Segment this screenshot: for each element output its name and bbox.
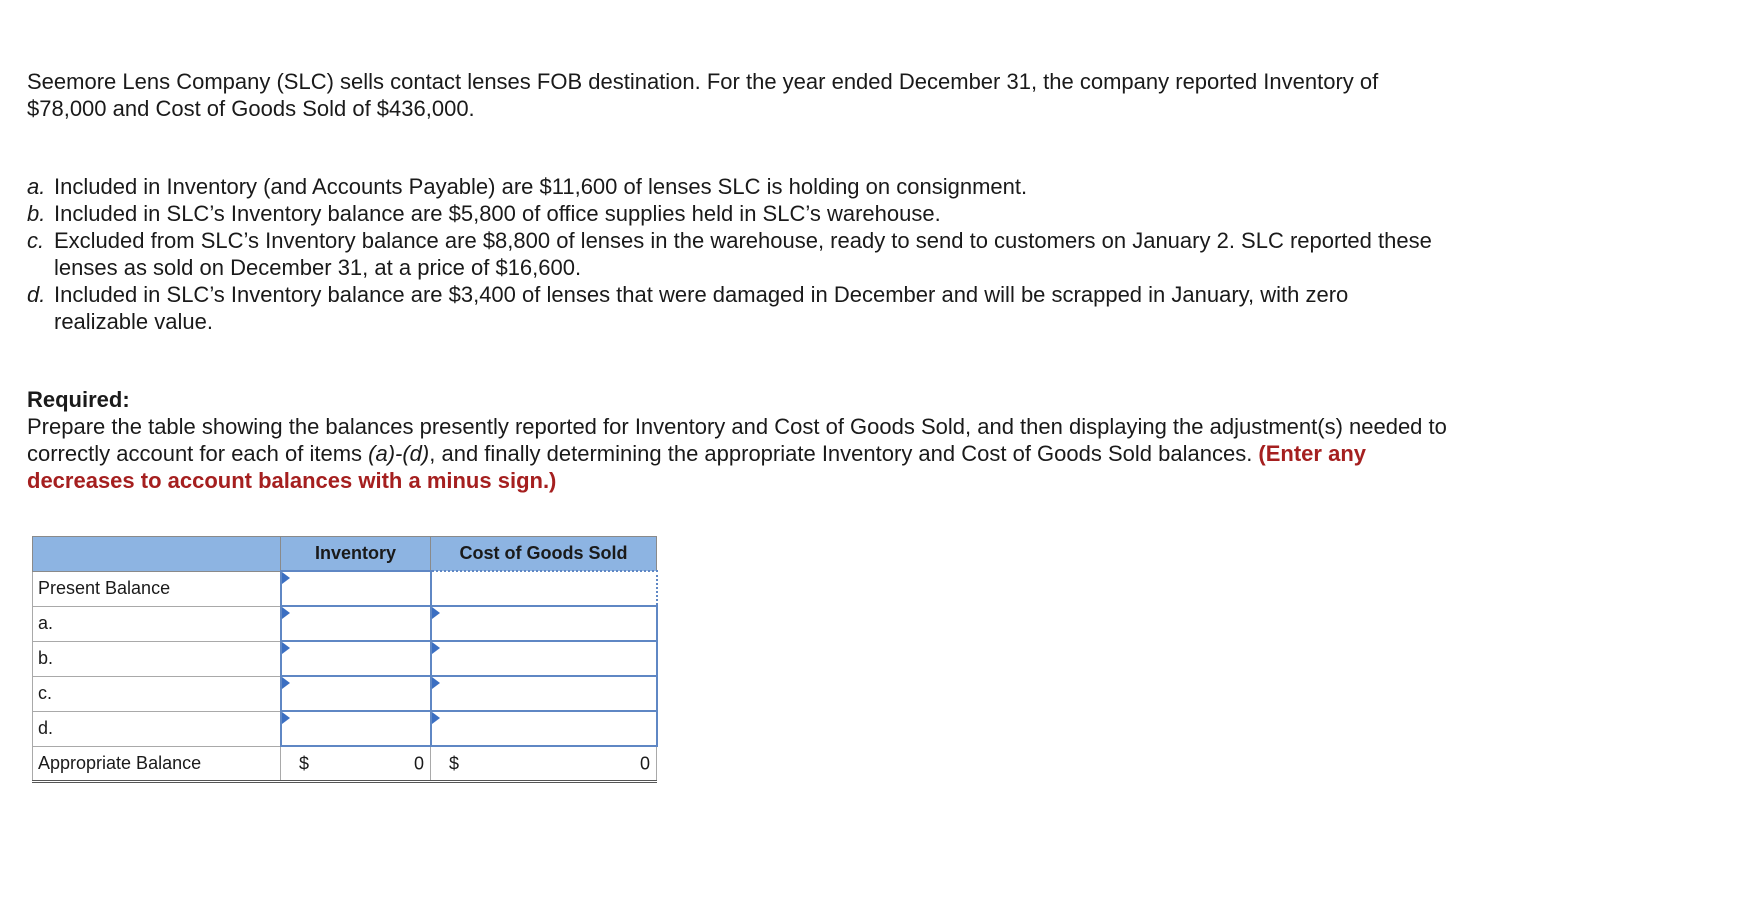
present-balance-inventory-cell bbox=[281, 571, 431, 606]
present-balance-cogs-input[interactable] bbox=[432, 573, 656, 604]
item-b-inventory-cell bbox=[281, 641, 431, 676]
problem-item-b bbox=[27, 200, 1447, 227]
required-heading: Required: bbox=[27, 387, 130, 412]
appropriate-inventory-value: 0 bbox=[413, 753, 424, 773]
item-marker: a. bbox=[27, 174, 46, 199]
table-row bbox=[33, 641, 657, 676]
problem-item-d bbox=[27, 281, 1447, 335]
row-label-appropriate-balance: Appropriate Balance bbox=[33, 746, 281, 782]
problem-items-list bbox=[27, 173, 1447, 335]
appropriate-balance-cogs bbox=[431, 746, 657, 782]
header-inventory: Inventory bbox=[281, 537, 431, 572]
appropriate-cogs-value: 0 bbox=[639, 753, 650, 773]
row-label-a: a. bbox=[33, 606, 281, 641]
header-blank bbox=[33, 537, 281, 572]
present-balance-cogs-cell bbox=[431, 571, 657, 606]
currency-symbol: $ bbox=[449, 753, 460, 773]
required-text-before: Prepare the table showing the balances presently reported for Inventory and Cost of Goods Sold, and then displaying the adjustment(s) needed to correctly account for each of items bbox=[27, 414, 1447, 466]
item-marker: b. bbox=[27, 201, 46, 226]
required-items-ref: (a)-(d) bbox=[368, 441, 430, 466]
row-label-c: c. bbox=[33, 676, 281, 711]
item-c-cogs-input[interactable] bbox=[432, 678, 656, 709]
table-row bbox=[33, 606, 657, 641]
item-text: Excluded from SLC’s Inventory balance are $8,800 of lenses in the warehouse, ready to send to customers on January 2. SLC reported these lenses as sold on December 31, at a price of $16,600. bbox=[54, 228, 1432, 280]
adjustment-table bbox=[32, 536, 658, 783]
row-label-d: d. bbox=[33, 711, 281, 746]
item-d-cogs-cell bbox=[431, 711, 657, 746]
table-row bbox=[33, 711, 657, 746]
header-cogs: Cost of Goods Sold bbox=[431, 537, 657, 572]
item-marker: d. bbox=[27, 282, 46, 307]
problem-item-a bbox=[27, 173, 1447, 200]
problem-intro: Seemore Lens Company (SLC) sells contact lenses FOB destination. For the year ended December 31, the company reported Inventory of $78,000 and Cost of Goods Sold of $436,000. bbox=[27, 69, 1379, 121]
currency-symbol: $ bbox=[299, 753, 310, 773]
item-d-inventory-input[interactable] bbox=[282, 713, 430, 744]
required-section bbox=[27, 386, 1447, 494]
row-label-b: b. bbox=[33, 641, 281, 676]
item-text: Included in Inventory (and Accounts Payable) are $11,600 of lenses SLC is holding on consignment. bbox=[54, 174, 1028, 199]
item-d-cogs-input[interactable] bbox=[432, 713, 656, 744]
required-text-after: , and finally determining the appropriate Inventory and Cost of Goods Sold balances. bbox=[429, 441, 1259, 466]
table-header-row bbox=[33, 537, 657, 572]
item-b-inventory-input[interactable] bbox=[282, 643, 430, 674]
item-c-inventory-input[interactable] bbox=[282, 678, 430, 709]
problem-item-c bbox=[27, 227, 1447, 281]
table-row bbox=[33, 571, 657, 606]
item-a-cogs-cell bbox=[431, 606, 657, 641]
item-a-cogs-input[interactable] bbox=[432, 608, 656, 639]
appropriate-balance-inventory bbox=[281, 746, 431, 782]
item-marker: c. bbox=[27, 228, 45, 253]
item-a-inventory-input[interactable] bbox=[282, 608, 430, 639]
item-a-inventory-cell bbox=[281, 606, 431, 641]
present-balance-inventory-input[interactable] bbox=[282, 573, 430, 604]
table-row bbox=[33, 676, 657, 711]
item-c-inventory-cell bbox=[281, 676, 431, 711]
item-b-cogs-input[interactable] bbox=[432, 643, 656, 674]
item-b-cogs-cell bbox=[431, 641, 657, 676]
row-label-present-balance: Present Balance bbox=[33, 571, 281, 606]
required-instruction: (Enter any decreases to account balances with a minus sign.) bbox=[27, 441, 1367, 493]
table-row-total bbox=[33, 746, 657, 782]
item-c-cogs-cell bbox=[431, 676, 657, 711]
item-text: Included in SLC’s Inventory balance are $5,800 of office supplies held in SLC’s warehouse. bbox=[54, 201, 941, 226]
item-text: Included in SLC’s Inventory balance are $3,400 of lenses that were damaged in December and will be scrapped in January, with zero realizable value. bbox=[54, 282, 1349, 334]
item-d-inventory-cell bbox=[281, 711, 431, 746]
